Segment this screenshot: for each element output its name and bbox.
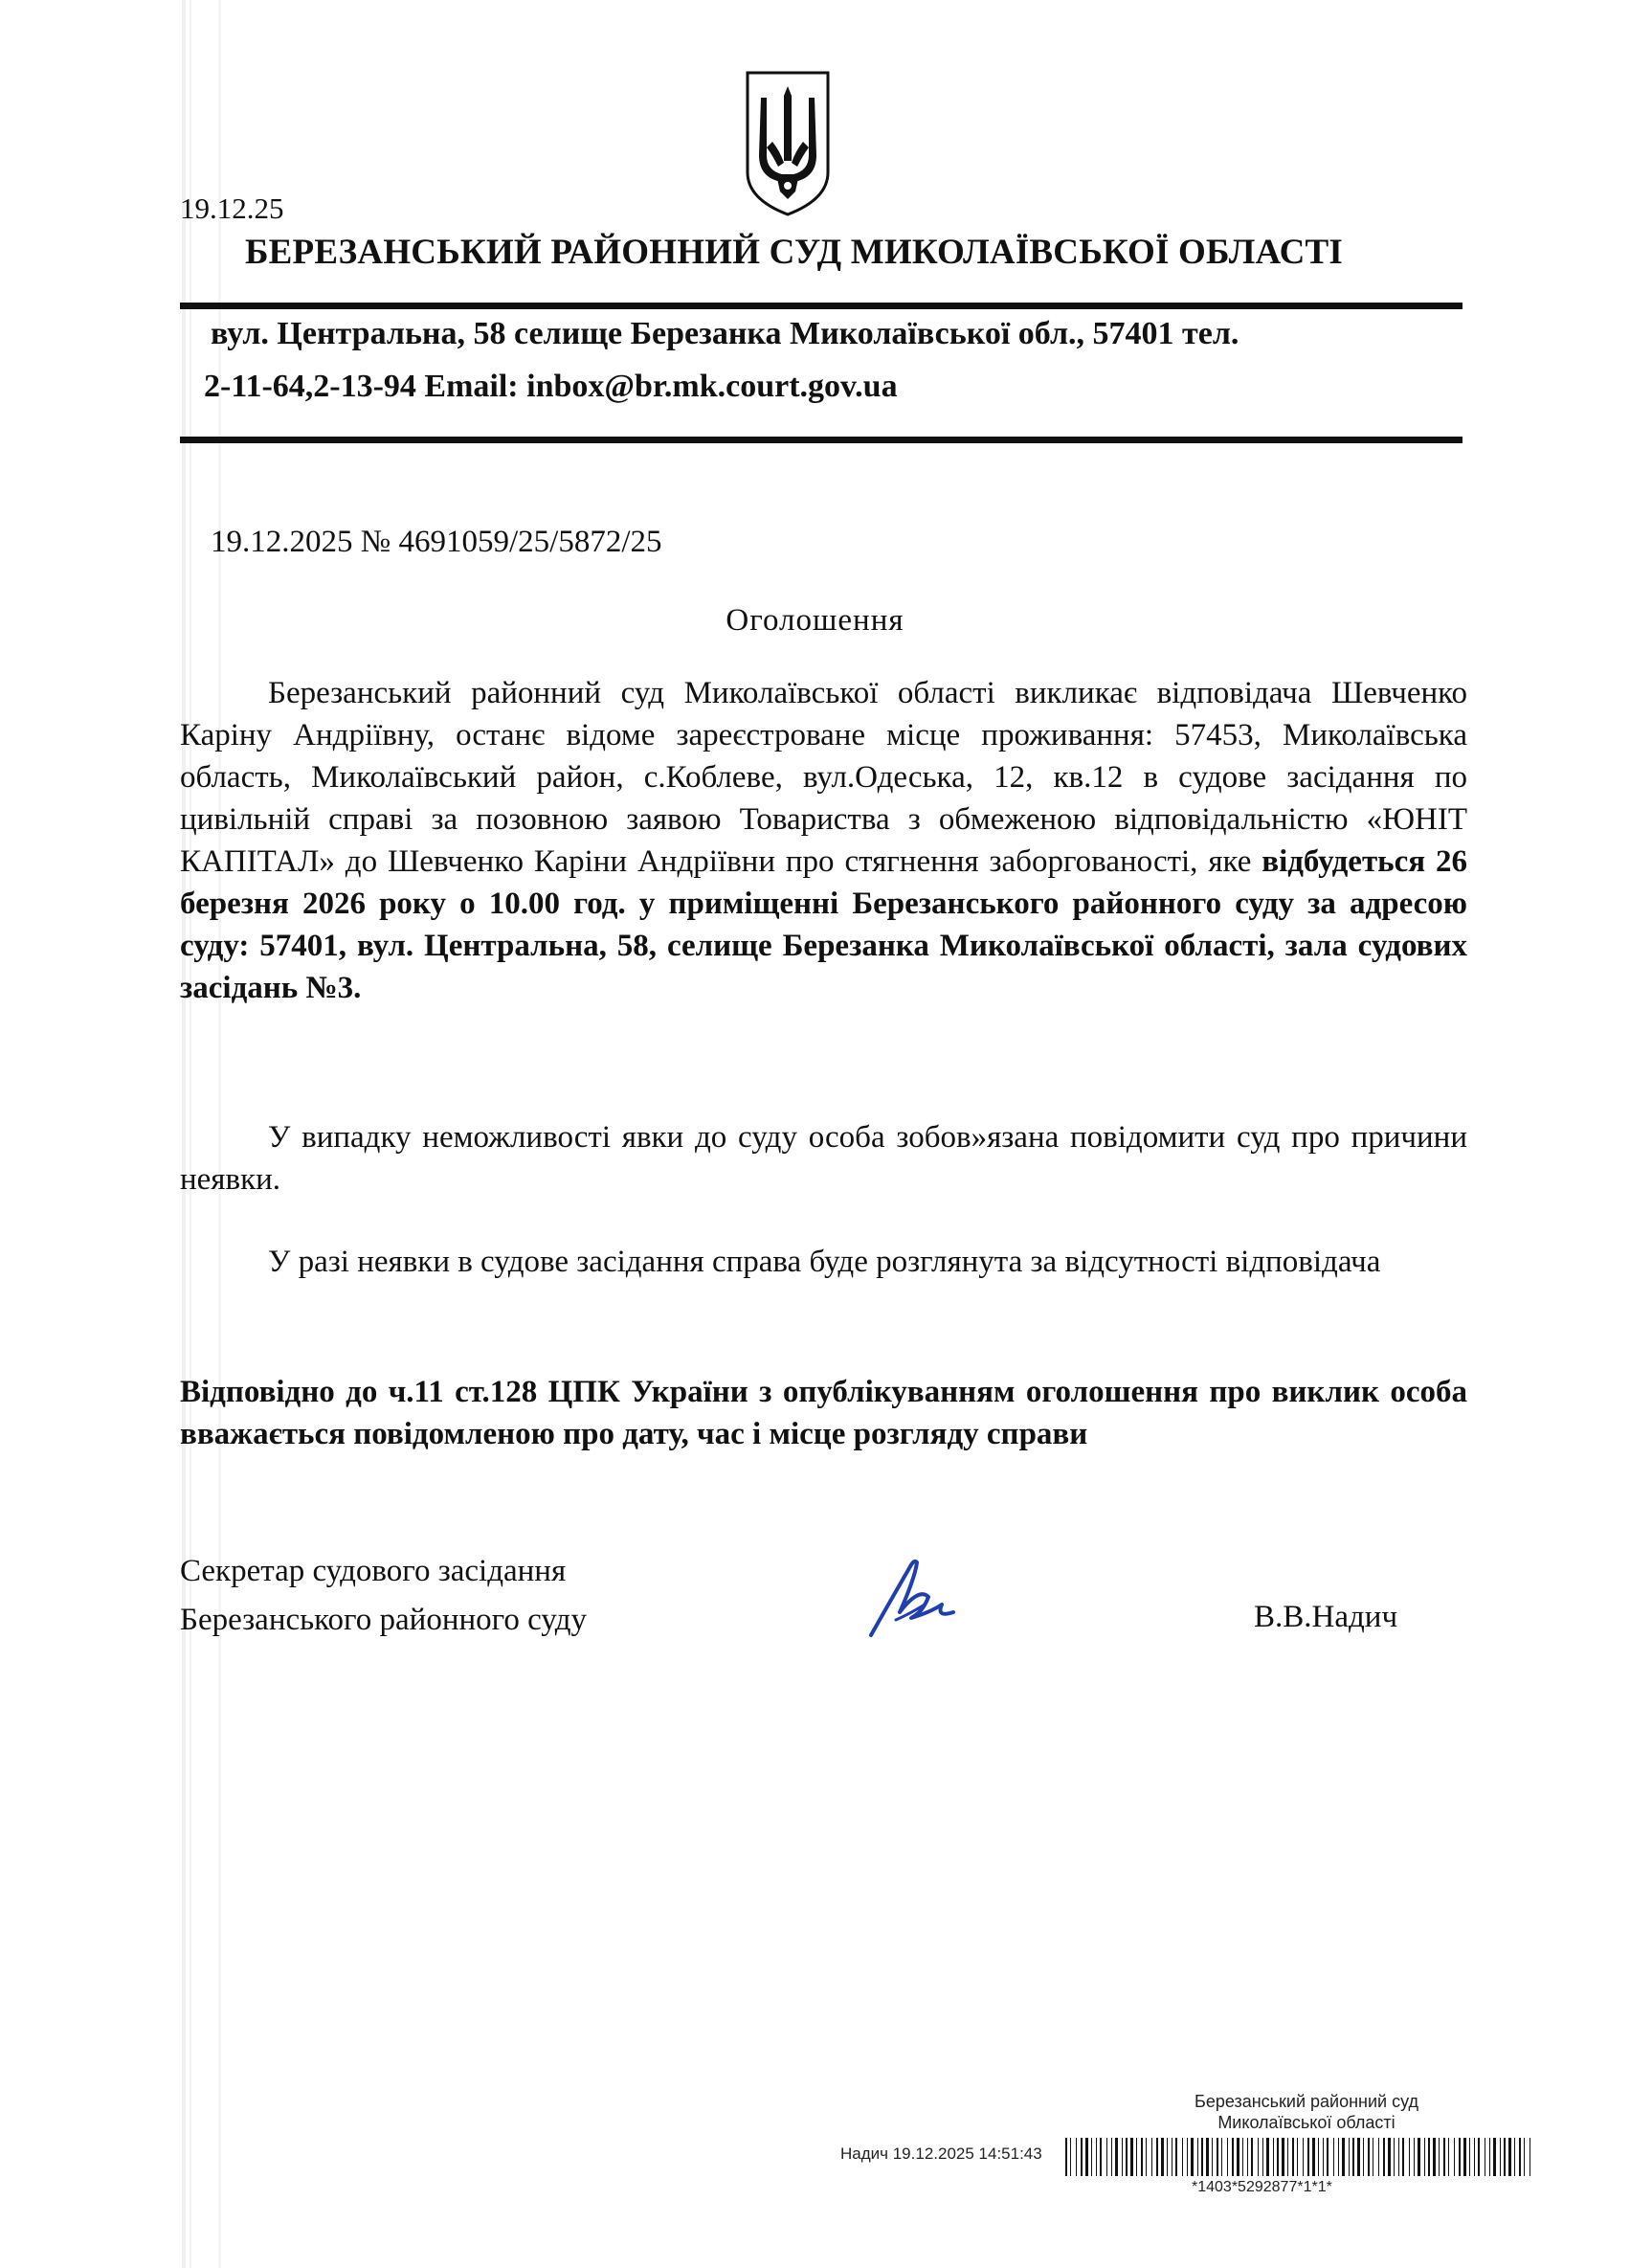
absence-paragraph: У випадку неможливості явки до суду особа зобов»язана повідомити суд про причини неявки.	[180, 1120, 1467, 1197]
court-address-line-1: вул. Центральна, 58 селище Березанка Миколаївської обл., 57401 тел.	[211, 316, 1239, 351]
signature-icon	[861, 1549, 967, 1643]
header-divider	[180, 303, 1463, 309]
stamp-meta: Надич 19.12.2025 14:51:43	[840, 2144, 1042, 2163]
hearing-details: відбудеться 26 березня 2026 року о 10.00 год. у приміщенні Березанського районного суду за адресою суду: 57401, вул. Центральна, 58, селище Березанка Миколаївської області, зала судових засідань №3.	[180, 844, 1467, 1005]
stamp-organization	[1134, 2091, 1479, 2133]
summons-paragraph	[180, 672, 1467, 1009]
signer-role-line-2: Березанського районного суду	[180, 1603, 588, 1637]
registration-number: 19.12.2025 № 4691059/25/5872/25	[211, 525, 662, 559]
signer-role	[180, 1547, 587, 1645]
trident-emblem-icon	[740, 67, 836, 220]
court-title: БЕРЕЗАНСЬКИЙ РАЙОННИЙ СУД МИКОЛАЇВСЬКОЇ ОБЛАСТІ	[245, 233, 1343, 272]
stamp-org-line-1: Березанський районний суд	[1195, 2092, 1418, 2111]
legal-notice-paragraph: Відповідно до ч.11 ст.128 ЦПК України з опублікуванням оголошення про виклик особа вважається повідомленою про дату, час і місце розгляду справи	[180, 1375, 1467, 1451]
barcode-icon	[1065, 2138, 1531, 2176]
document-heading: Оголошення	[726, 603, 904, 638]
signer-role-line-1: Секретар судового засідання	[180, 1554, 567, 1588]
summons-text: Березанський районний суд Миколаївської області викликає відповідача Шевченко Каріну Андріївну, останє відоме зареєстроване місце проживання: 57453, Миколаївська область, Миколаївський район, с.Коблеве, вул.Одеська, 12, кв.12 в судове засідання по цивільній справі за позовною заявою Товариства з обмеженою відповідальністю «ЮНІТ КАПІТАЛ» до Шевченко Каріни Андріївни про стягнення заборгованості, яке	[180, 676, 1467, 879]
stamp-org-line-2: Миколаївської області	[1217, 2113, 1396, 2132]
nonappearance-paragraph: У разі неявки в судове засідання справа буде розглянута за відсутності відповідача	[268, 1245, 1381, 1279]
header-divider	[180, 437, 1463, 443]
signer-name: В.В.Надич	[1254, 1600, 1398, 1634]
short-date: 19.12.25	[180, 191, 284, 225]
barcode-number: *1403*5292877*1*1*	[1192, 2179, 1332, 2195]
court-address-line-2: 2-11-64,2-13-94 Email: inbox@br.mk.court.gov.ua	[204, 369, 898, 404]
